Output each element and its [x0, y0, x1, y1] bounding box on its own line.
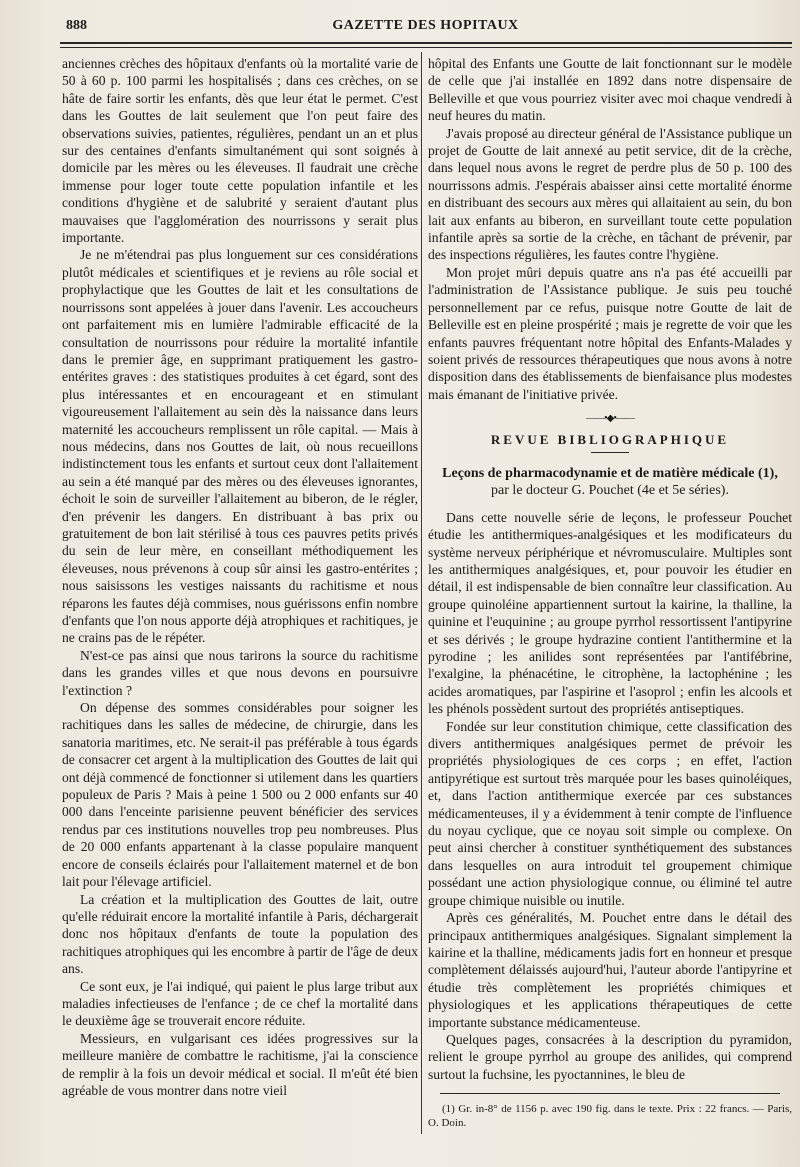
section-ornament: ——•◆•—— [586, 413, 634, 425]
paragraph: Ce sont eux, je l'ai indiqué, qui paient le plus large tribut aux maladies infectieuses de l'enfance ; de ce chef la mortalité dans le deuxième âge se trouverait encore réduite. [62, 978, 418, 1029]
column-divider [421, 52, 422, 1134]
header-rule-thin [60, 47, 792, 48]
paragraph: Dans cette nouvelle série de leçons, le professeur Pouchet étudie les antithermiques-analgésiques et les modificateurs du système nerveux périphérique et névromusculaire. Multiples sont les antithermiques analgésiques, et, pour pouvoir les étudier en détail, il est indispensable de bien connaître leur classification. Au groupe quinoléine appartiennent surtout la kairine, la thalline, la quinine et l'euquinine ; au groupe pyrrhol ressortissent l'antipyrine et ses dérivés ; le groupe hydrazine contient l'antithermine et la pyrodine ; les anilides sont représentées par l'antifébrine, l'exalgine, la phénacétine, le citrophène, la lactophénine ; les acides aromatiques, par l'aspirine et l'asoprol ; enfin les alcools et les phénols possèdent surtout des propriétés antiseptiques. [428, 509, 792, 717]
paragraph: anciennes crèches des hôpitaux d'enfants où la mortalité varie de 50 à 60 p. 100 parmi les hospitalisés ; dans ces crèches, on se hâte de faire sortir les enfants, dès que leur état le permet. C'est dans les Gouttes de lait seulement que l'on peut faire des observations suivies, patientes, régulières, pendant un an et plus sur des centaines d'enfants simultanément qui sont soignés à domicile par les mères ou les éleveuses. Il faudrait une crèche immense pour loger toute cette population infantile et les conditions d'hygiène et de salubrité y seraient d'autant plus mauvaises que l'agglomération des nourrissons y serait plus importante. [62, 56, 418, 246]
review-author: par le docteur G. Pouchet (4e et 5e séries). [491, 483, 729, 499]
paragraph: On dépense des sommes considérables pour soigner les rachitiques dans les salles de médecine, de chirurgie, dans les sanatoria maritimes, etc. Ne serait-il pas préférable à tous égards de consacrer cet argent à la multiplication des Gouttes de lait qui ont déjà commencé de fonctionner si utilement dans les quartiers populeux de Paris ? Mais à peine 1 500 ou 2 000 enfants sur 40 000 dans l'enceinte parisienne peuvent bénéficier des services rendus par ces institutions nouvelles trop peu nombreuses. Plus de 20 000 enfants appartenant à la classe populaire manquent encore de conseils éclairés pour l'allaitement maternel et de bon lait pour l'élevage artificiel. [62, 700, 418, 890]
paragraph: Fondée sur leur constitution chimique, cette classification des divers antithermiques analgésiques permet de prévoir les propriétés physiologiques de ces corps ; en effet, l'action antipyrétique est surtout très marquée pour les bases quinoléiques, et, dans l'action antithermique exercée par ces substances médicamenteuses, il y a évidemment à tenir compte de l'influence du noyau cyclique, que ce noyau soit simple ou complexe. On peut ainsi chercher à constituer synthétiquement des substances dans lesquelles on aura introduit tel groupement chimique possédant une action physiologique connue, ou éliminé tel autre groupe chimique nuisible ou inutile. [428, 718, 792, 908]
section-rule [591, 452, 629, 453]
left-column [62, 55, 418, 1099]
review-title [428, 465, 792, 500]
review-book-title: Leçons de pharmacodynamie et de matière médicale (1), [442, 465, 778, 481]
paragraph: J'avais proposé au directeur général de l'Assistance publique un projet de Goutte de lait annexé au petit service, dit de la crèche, dans lequel nous avons le regret de perdre plus de 50 p. 100 des nourrissons admis. J'espérais abaisser ainsi cette mortalité énorme en distribuant des secours aux mères qui allaitaient au sein, du bon lait aux enfants au biberon, en surveillant toute cette population infantile après sa sortie de la crèche, en tâchant de prévenir, par des inspections régulières, les fautes contre l'hygiène. [428, 125, 792, 263]
paragraph: Messieurs, en vulgarisant ces idées progressives sur la meilleure manière de combattre le rachitisme, j'ai la conscience de remplir à la fois un devoir médical et social. Il m'eût été bien agréable de vous montrer dans notre vieil [62, 1030, 418, 1098]
paragraph: Quelques pages, consacrées à la description du pyramidon, relient le groupe pyrrhol au groupe des anilides, qui comprend surtout la fuchsine, les pyoctannines, le bleu de [428, 1031, 792, 1082]
running-title: GAZETTE DES HOPITAUX [332, 18, 519, 33]
paragraph: hôpital des Enfants une Goutte de lait fonctionnant sur le modèle de celle que j'ai installée en 1892 dans notre dispensaire de Belleville et que vous pourriez visiter avec moi chaque vendredi à neuf heures du matin. [428, 56, 792, 124]
paragraph: N'est-ce pas ainsi que nous tarirons la source du rachitisme dans les grandes villes et que nous devons en poursuivre l'extinction ? [62, 647, 418, 698]
footnote-rule [440, 1093, 780, 1094]
page-number: 888 [66, 18, 87, 33]
paragraph: La création et la multiplication des Gouttes de lait, outre qu'elle réduirait encore la mortalité infantile à Paris, déchargerait donc nos hôpitaux d'enfants de toute la population des rachitiques atrophiques qui les encombre à partir de l'âge de deux ans. [62, 891, 418, 977]
section-title: REVUE BIBLIOGRAPHIQUE [490, 431, 730, 447]
paragraph: Mon projet mûri depuis quatre ans n'a pas été accueilli par l'administration de l'Assistance publique. Je suis peu touché personnellement par ce refus, puisque notre Goutte de lait de Belleville est en pleine prospérité ; mais je regrette de voir que les enfants pauvres fréquentant notre hôpital des Enfants-Malades y soient privés de ressources thérapeutiques que nous avons à notre disposition dans des établissements de bienfaisance plus modestes mais émanant de l'initiative privée. [428, 264, 792, 402]
paragraph: Après ces généralités, M. Pouchet entre dans le détail des principaux antithermiques analgésiques. Signalant simplement la kairine et la thalline, médicaments jadis fort en honneur et presque complètement délaissés aujourd'hui, l'auteur aborde l'antipyrine et étudie très complètement les propriétés chimiques et physiologiques et les applications thérapeutiques de cette importante substance médicamenteuse. [428, 910, 792, 1030]
paragraph: Je ne m'étendrai pas plus longuement sur ces considérations plutôt médicales et scientifiques et je reviens au rôle social et prophylactique que les Gouttes de lait et les consultations de nourrissons sont appelées à jouer dans l'avenir. Les accoucheurs ont parfaitement mis en lumière l'admirable efficacité de la consultation de nourrissons pour réduire la mortalité infantile dans le premier âge, en supprimant pratiquement les gastro-entérites graves : des statistiques produites à cet égard, sont des plus intéressantes et en encourageant et en stimulant vigoureusement l'allaitement au sein dès la naissance dans leurs maternité les accoucheurs remplissent un rôle capital. — Mais à nous médecins, dans nos Gouttes de lait, où nous recueillons indistinctement tous les enfants et surtout ceux dont l'allaitement au sein a été manqué par des mères ou des éleveuses ignorantes, échoit le soin de surveiller l'allaitement au biberon, de le régler, d'en prévenir les dangers. En distribuant à bas prix ou gratuitement de bon lait stérilisé à tous ces pauvres petits privés du sein de leur mère, en conseillant méthodiquement les éleveuses, nous prévenons à coup sûr ainsi les gastro-entérites ; nous saisissons les vestiges naissants du rachitisme et nous réparons les fautes déjà commises, nous guérissons enfin nombre d'enfants que l'on nous apporte déjà atrophiques et rachitiques, je ne crains pas de le répéter. [62, 247, 418, 646]
header-rule [60, 42, 792, 44]
page-header [58, 18, 793, 42]
right-column [428, 55, 792, 1130]
footnote: (1) Gr. in-8° de 1156 p. avec 190 fig. dans le texte. Prix : 22 francs. — Paris, O. Doin. [428, 1103, 792, 1130]
